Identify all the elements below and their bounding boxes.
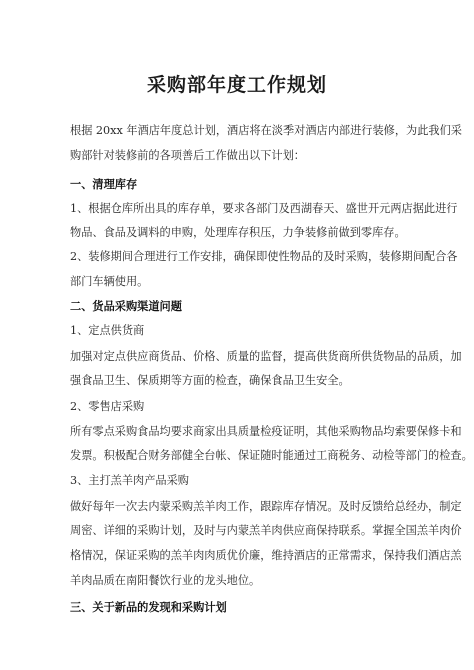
subsection-heading: 3、主打羔羊肉产品采购 <box>70 474 189 487</box>
paragraph-line: 格情况，保证采购的羔羊肉肉质优价廉，维持酒店的正常需求，保持我们酒店羔 <box>70 549 462 562</box>
section-heading: 三、关于新品的发现和采购计划 <box>70 600 227 614</box>
paragraph-line: 部门车辆使用。 <box>70 275 149 288</box>
paragraph-line: 羊肉品质在南阳餐饮行业的龙头地位。 <box>70 574 261 587</box>
section-heading: 一、清理库存 <box>70 177 138 191</box>
paragraph-line: 强食品卫生、保质期等方面的检查，确保食品卫生安全。 <box>70 374 350 387</box>
subsection-heading: 2、零售店采购 <box>70 400 145 413</box>
paragraph-line: 根据 20xx 年酒店年度总计划，酒店将在淡季对酒店内部进行装修，为此我们采 <box>70 124 462 137</box>
paragraph-line: 购部针对装修前的各项善后工作做出以下计划： <box>70 149 305 162</box>
paragraph-line: 加强对定点供应商货品、价格、质量的监督，提高供货商所供货物品的品质，加 <box>70 350 462 363</box>
section-heading: 二、货品采购渠道问题 <box>70 299 182 313</box>
subsection-heading: 1、定点供货商 <box>70 324 145 337</box>
paragraph-line: 发票。积极配合财务部健全台帐、保证随时能通过工商税务、动检等部门的检查。 <box>70 449 473 462</box>
paragraph-line: 1、根据仓库所出具的库存单，要求各部门及西湖春天、盛世开元两店据此进行 <box>70 202 458 215</box>
paragraph-line: 周密、详细的采购计划，及时与内蒙羔羊肉供应商保持联系。掌握全国羔羊肉价 <box>70 524 462 537</box>
document-title: 采购部年度工作规划 <box>146 74 327 96</box>
paragraph-line: 2、装修期间合理进行工作安排，确保即使性物品的及时采购，装修期间配合各 <box>70 250 458 263</box>
paragraph-line: 做好每年一次去内蒙采购羔羊肉工作，跟踪库存情况。及时反馈给总经办，制定 <box>70 500 462 513</box>
paragraph-line: 所有零点采购食品均要求商家出具质量检疫证明，其他采购物品均索要保修卡和 <box>70 425 462 438</box>
paragraph-line: 物品、食品及调料的申购，处理库存积压，力争装修前做到零库存。 <box>70 226 406 239</box>
